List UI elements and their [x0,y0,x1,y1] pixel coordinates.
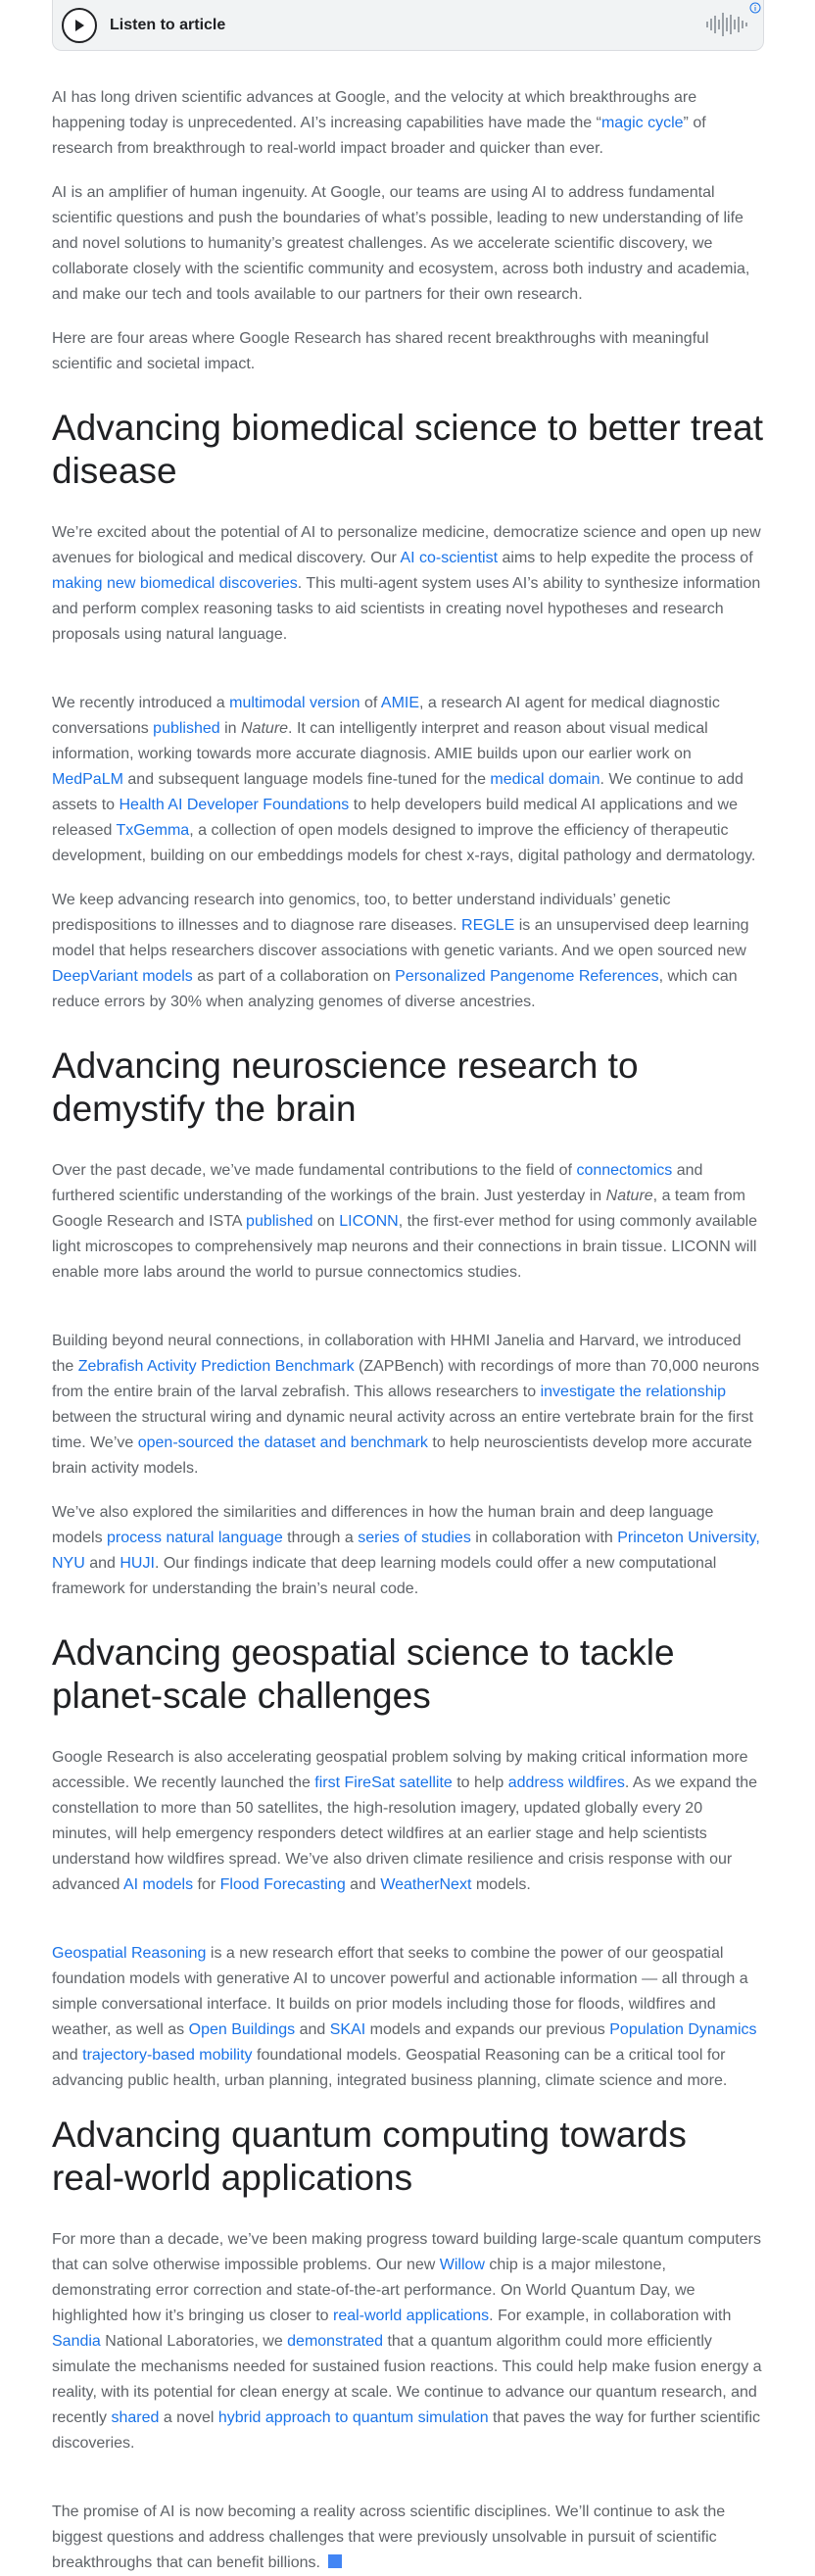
willow-link[interactable]: Willow [439,2257,485,2273]
text: between the structural wiring and dynamic neural activity across an entire vertebrate brain for the first time. We’ve [52,1409,753,1451]
shared-link[interactable]: shared [111,2409,160,2426]
text: ” of research from breakthrough to real-world impact broader and quicker than ever. [52,115,706,157]
neuroscience-paragraph-3 [52,1500,764,1602]
text: for [193,1876,220,1893]
text: AI has long driven scientific advances at Google, and the velocity at which breakthroughs are happening today is unprecedented. AI’s increasing capabilities have made the “ [52,89,697,131]
process-natural-language-link[interactable]: process natural language [107,1530,283,1546]
text: National Laboratories, we [100,2333,288,2350]
neuroscience-paragraph-2 [52,1329,764,1482]
published-link[interactable]: published [153,720,220,737]
text: Over the past decade, we’ve made fundamental contributions to the field of [52,1162,577,1179]
text: models. [471,1876,531,1893]
deepvariant-models-link[interactable]: DeepVariant models [52,968,193,985]
biomedical-paragraph-2 [52,691,764,869]
text: and subsequent language models fine-tuned for the [122,771,491,788]
text: . Our findings indicate that deep learning models could offer a new computational framework for understanding the brain’s neural code. [52,1555,717,1597]
quantum-paragraph-1 [52,2227,764,2456]
text: (ZAPBench) with recordings of more than 70,000 neurons from the entire brain of the larval zebrafish. This allows researchers to [52,1358,760,1400]
population-dynamics-link[interactable]: Population Dynamics [609,2021,757,2038]
text: For more than a decade, we’ve been making progress toward building large-scale quantum computers that can solve otherwise impossible problems. Our new [52,2231,761,2273]
text: and furthered scientific understanding of the workings of the brain. Just yesterday in [52,1162,703,1204]
text: is a new research effort that seeks to combine the power of our geospatial foundation models with generative AI to uncover powerful and actionable information — all through a simple conversational interface. It builds on prior models including those for floods, wildfires and weather, as well as [52,1945,748,2038]
real-world-applications-link[interactable]: real-world applications [332,2308,490,2324]
text: We’ve also explored the similarities and differences in how the human brain and deep language models [52,1504,714,1546]
series-of-studies-link[interactable]: series of studies [358,1530,471,1546]
princeton-nyu-link[interactable]: Princeton University, NYU [52,1530,760,1572]
health-ai-developer-foundations-link[interactable]: Health AI Developer Foundations [119,797,350,813]
published-link[interactable]: published [246,1213,313,1230]
waveform-icon [706,12,749,37]
text: is an unsupervised deep learning model that helps researchers discover associations with genetic variants. And we open sourced new [52,917,749,959]
text: to help developers build medical AI applications and we released [52,797,738,839]
text: and [345,1876,381,1893]
text: and [295,2021,330,2038]
play-icon [72,19,86,32]
text: The promise of AI is now becoming a reality across scientific disciplines. We’ll continue to ask the biggest questions and address challenges that were previously unsolvable in pursuit of scientific breakthroughs that can benefit billions. [52,2503,726,2571]
text: in [219,720,242,737]
open-buildings-link[interactable]: Open Buildings [188,2021,296,2038]
open-sourced-dataset-link[interactable]: open-sourced the dataset and benchmark [137,1434,428,1451]
skai-link[interactable]: SKAI [329,2021,366,2038]
flood-forecasting-link[interactable]: Flood Forecasting [219,1876,346,1893]
text: on [312,1213,340,1230]
biomedical-paragraph-3 [52,888,764,1015]
text: foundational models. Geospatial Reasoning can be a critical tool for advancing public health, urban planning, integrated business planning, climate science and more. [52,2047,728,2089]
sandia-link[interactable]: Sandia [52,2333,101,2350]
medpalm-link[interactable]: MedPaLM [52,771,123,788]
text: . As we expand the constellation to more than 50 satellites, the high-resolution imagery, updated globally every 20 minutes, will help emergency responders detect wildfires at an earlier stage and help scientists understand how wildfires spread. We’ve also driven climate resilience and crisis response with our advanced [52,1774,758,1893]
text: a novel [159,2409,218,2426]
geospatial-heading: Advancing geospatial science to tackle planet-scale challenges [52,1632,675,1716]
txgemma-link[interactable]: TxGemma [116,822,190,839]
geospatial-paragraph-1 [52,1745,764,1898]
text: , a research AI agent for medical diagnostic conversations [52,695,720,737]
weathernext-link[interactable]: WeatherNext [380,1876,472,1893]
text: and [52,2047,83,2064]
multimodal-version-link[interactable]: multimodal version [229,695,360,711]
trajectory-mobility-link[interactable]: trajectory-based mobility [82,2047,253,2064]
text: models and expands our previous [365,2021,610,2038]
geospatial-reasoning-link[interactable]: Geospatial Reasoning [52,1945,207,1962]
ai-models-link[interactable]: AI models [122,1876,194,1893]
text: Google Research is also accelerating geospatial problem solving by making critical information more accessible. We recently launched the [52,1749,748,1791]
text: We’re excited about the potential of AI to personalize medicine, democratize science and open up new avenues for biological and medical discovery. Our [52,524,761,566]
investigate-relationship-link[interactable]: investigate the relationship [540,1384,727,1400]
text: . We continue to add assets to [52,771,743,813]
text: that a quantum algorithm could more efficiently simulate the mechanisms needed for sustained fusion reactions. This could help make fusion energy a reality, with its potential for clean energy at scale. We continue to advance our quantum research, and recently [52,2333,762,2426]
geospatial-paragraph-2 [52,1941,764,2094]
closing-paragraph [52,2500,764,2576]
firesat-satellite-link[interactable]: first FireSat satellite [314,1774,453,1791]
biomedical-discoveries-link[interactable]: making new biomedical discoveries [52,575,298,592]
article-end-mark [328,2554,342,2568]
text: . This multi-agent system uses AI’s ability to synthesize information and perform complex reasoning tasks to aid scientists in creating novel hypotheses and research proposals using natural language. [52,575,761,643]
nature-journal: Nature [241,720,289,737]
listen-to-article-bar[interactable] [52,0,764,51]
text: . For example, in collaboration with [489,2308,732,2324]
text: that paves the way for further scientific discoveries. [52,2409,761,2452]
text: in collaboration with [470,1530,618,1546]
neuroscience-paragraph-1 [52,1158,764,1286]
text: We recently introduced a [52,695,230,711]
pangenome-references-link[interactable]: Personalized Pangenome References [395,968,659,985]
zapbench-link[interactable]: Zebrafish Activity Prediction Benchmark [77,1358,355,1375]
text: , the first-ever method for using commonly available light microscopes to comprehensively map neurons and their connections in brain tissue. LICONN will enable more labs around the world to pursue connectomics studies. [52,1213,758,1281]
text: We keep advancing research into genomics, too, to better understand individuals’ genetic predispositions to illnesses and to diagnose rare diseases. [52,892,671,934]
listen-label: Listen to article [110,16,226,33]
address-wildfires-link[interactable]: address wildfires [507,1774,625,1791]
neuroscience-heading: Advancing neuroscience research to demystify the brain [52,1045,639,1129]
intro-paragraph-1 [52,85,764,162]
text: , a collection of open models designed to improve the efficiency of therapeutic development, building on our embeddings models for chest x-rays, digital pathology and dermatology. [52,822,756,864]
text: aims to help expedite the process of [498,550,753,566]
intro-paragraph-2: AI is an amplifier of human ingenuity. At Google, our teams are using AI to address fundamental scientific questions and push the boundaries of what’s possible, leading to new understanding of life and novel solutions to humanity’s greatest challenges. As we accelerate scientific discovery, we collaborate closely with the scientific community and ecosystem, across both industry and academia, and make our tech and tools available to our partners for their own research. [52,184,750,303]
regle-link[interactable]: REGLE [461,917,515,934]
text: , a team from Google Research and ISTA [52,1188,745,1230]
text: and [84,1555,120,1572]
info-icon[interactable] [749,2,761,14]
nature-journal: Nature [605,1188,653,1204]
text: as part of a collaboration on [192,968,396,985]
demonstrated-link[interactable]: demonstrated [287,2333,383,2350]
hybrid-quantum-simulation-link[interactable]: hybrid approach to quantum simulation [217,2409,489,2426]
intro-paragraph-3: Here are four areas where Google Research has shared recent breakthroughs with meaningful scientific and societal impact. [52,330,709,372]
text: through a [282,1530,359,1546]
amie-link[interactable]: AMIE [380,695,420,711]
biomedical-paragraph-1 [52,520,764,648]
text: to help neuroscientists develop more accurate brain activity models. [52,1434,752,1477]
ai-co-scientist-link[interactable]: AI co-scientist [400,550,499,566]
article-body [52,85,764,2576]
text: to help [452,1774,508,1791]
connectomics-link[interactable]: connectomics [576,1162,673,1179]
text: , which can reduce errors by 30% when analyzing genomes of diverse ancestries. [52,968,738,1010]
medical-domain-link[interactable]: medical domain [490,771,600,788]
text: . It can intelligently interpret and reason about visual medical information, working towards more accurate diagnosis. AMIE builds upon our earlier work on [52,720,708,762]
huji-link[interactable]: HUJI [120,1555,155,1572]
biomedical-heading: Advancing biomedical science to better treat disease [52,408,764,491]
magic-cycle-link[interactable]: magic cycle [600,115,684,131]
text: chip is a major milestone, demonstrating error correction and state-of-the-art performance. On World Quantum Day, we highlighted how it’s bringing us closer to [52,2257,695,2324]
quantum-heading: Advancing quantum computing towards real-world applications [52,2114,687,2198]
text: of [360,695,381,711]
liconn-link[interactable]: LICONN [339,1213,399,1230]
play-button[interactable] [62,8,97,43]
text: Building beyond neural connections, in collaboration with HHMI Janelia and Harvard, we introduced the [52,1333,742,1375]
